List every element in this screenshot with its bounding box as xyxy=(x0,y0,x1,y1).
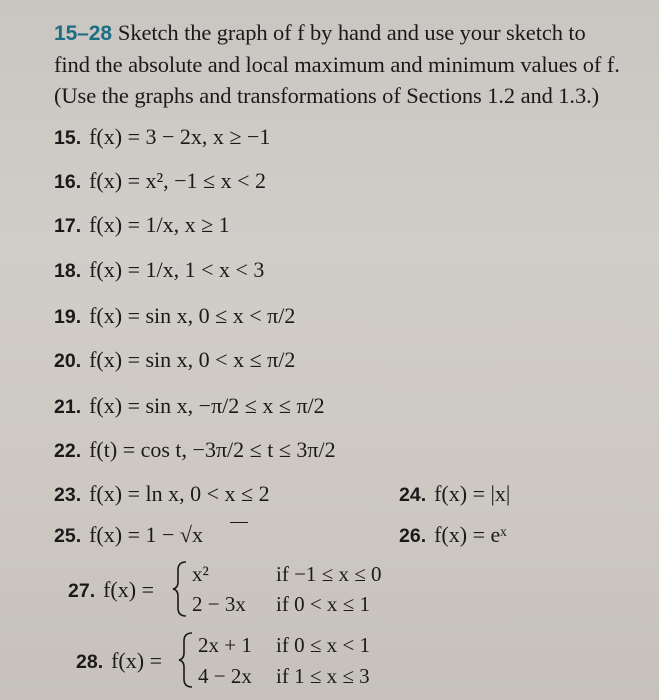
problem-22: 22. f(t) = cos t, −3π/2 ≤ t ≤ 3π/2 xyxy=(54,437,336,462)
left-brace-28 xyxy=(178,631,196,689)
exercise-range: 15–28 xyxy=(54,22,112,45)
instructions-line-2: find the absolute and local maximum and minimum values of f. xyxy=(54,52,620,77)
problem-20: 20. f(x) = sin x, 0 < x ≤ π/2 xyxy=(54,347,296,372)
problem-23: 23. f(x) = ln x, 0 < x ≤ 2 xyxy=(54,481,270,506)
problem-28: 28. f(x) = xyxy=(76,648,162,673)
p27-case1-cond: if −1 ≤ x ≤ 0 xyxy=(276,562,382,586)
p28-case2-expr: 4 − 2x xyxy=(198,664,252,688)
problem-26: 26. f(x) = eˣ xyxy=(399,522,507,547)
p28-case1-expr: 2x + 1 xyxy=(198,633,252,657)
sqrt-overbar xyxy=(230,522,248,523)
exercise-instructions xyxy=(54,17,654,111)
problem-17: 17. f(x) = 1/x, x ≥ 1 xyxy=(54,212,230,237)
p28-case1-cond: if 0 ≤ x < 1 xyxy=(276,633,370,657)
instructions-line-1: 15–28 Sketch the graph of f by hand and use your sketch to xyxy=(54,20,586,45)
problem-16: 16. f(x) = x², −1 ≤ x < 2 xyxy=(54,168,266,193)
p27-case2-cond: if 0 < x ≤ 1 xyxy=(276,592,370,616)
problem-27: 27. f(x) = xyxy=(68,577,154,602)
instructions-line-3: (Use the graphs and transformations of Sections 1.2 and 1.3.) xyxy=(54,83,600,108)
problem-24: 24. f(x) = |x| xyxy=(399,481,511,506)
problem-18: 18. f(x) = 1/x, 1 < x < 3 xyxy=(54,257,265,282)
p27-case1-expr: x² xyxy=(192,562,209,586)
p27-case2-expr: 2 − 3x xyxy=(192,592,246,616)
problem-15: 15. f(x) = 3 − 2x, x ≥ −1 xyxy=(54,124,271,149)
problem-19: 19. f(x) = sin x, 0 ≤ x < π/2 xyxy=(54,303,296,328)
problem-25: 25. f(x) = 1 − √x xyxy=(54,522,203,547)
problem-21: 21. f(x) = sin x, −π/2 ≤ x ≤ π/2 xyxy=(54,393,325,418)
left-brace-27 xyxy=(172,560,190,618)
p28-case2-cond: if 1 ≤ x ≤ 3 xyxy=(276,664,370,688)
